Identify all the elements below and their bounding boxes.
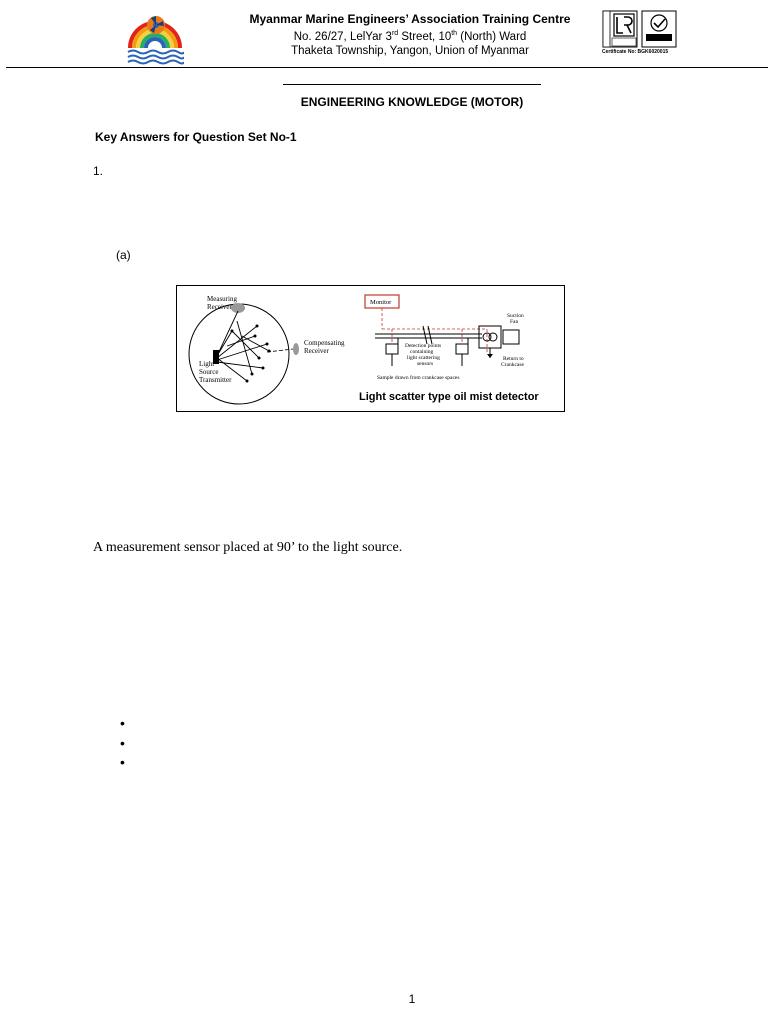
svg-text:sensors: sensors [417, 361, 434, 367]
svg-text:Crankcase: Crankcase [501, 362, 524, 368]
svg-text:Transmitter: Transmitter [199, 376, 232, 384]
svg-text:Fan: Fan [510, 319, 519, 325]
svg-text:light scattering: light scattering [407, 355, 440, 361]
certificate-number: Certificate No: BGK6020015 [602, 49, 669, 55]
svg-text:Receiver: Receiver [304, 347, 329, 355]
page-number: 1 [408, 992, 416, 1006]
svg-text:Source: Source [199, 368, 219, 376]
label-compensating-receiver: Compensating [304, 339, 345, 347]
label-suction-fan: Suction [507, 313, 524, 319]
answer-text: A measurement sensor placed at 90’ to the light source. [93, 540, 403, 555]
address-line-2: Thaketa Township, Yangon, Union of Myanmar [291, 44, 529, 57]
organization-logo [126, 12, 184, 66]
oil-mist-detector-figure [176, 285, 565, 412]
svg-text:containing: containing [410, 349, 434, 355]
address-line-1: No. 26/27, LelYar 3rd Street, 10th (North) Ward [293, 29, 527, 43]
subject-title: ENGINEERING KNOWLEDGE (MOTOR) [300, 95, 524, 109]
figure-caption: Light scatter type oil mist detector [359, 391, 539, 403]
label-sample-drawn: Sample drawn from crankcase spaces [377, 375, 460, 381]
label-return-crankcase: Return to [503, 356, 524, 362]
title-divider [283, 84, 541, 85]
svg-text:Receiver: Receiver [207, 303, 232, 311]
label-measuring-receiver: Measuring [207, 295, 237, 303]
header-text [210, 12, 610, 58]
key-answers-heading: Key Answers for Question Set No-1 [95, 130, 297, 144]
header-divider [6, 67, 768, 68]
sub-question-label: (a) [116, 248, 131, 262]
organization-name: Myanmar Marine Engineers’ Association Training Centre [249, 12, 571, 26]
label-detection-points: Detection points [405, 343, 442, 349]
label-light-source: Light [199, 360, 215, 368]
question-number: 1. [93, 164, 104, 178]
label-monitor: Monitor [370, 299, 392, 306]
